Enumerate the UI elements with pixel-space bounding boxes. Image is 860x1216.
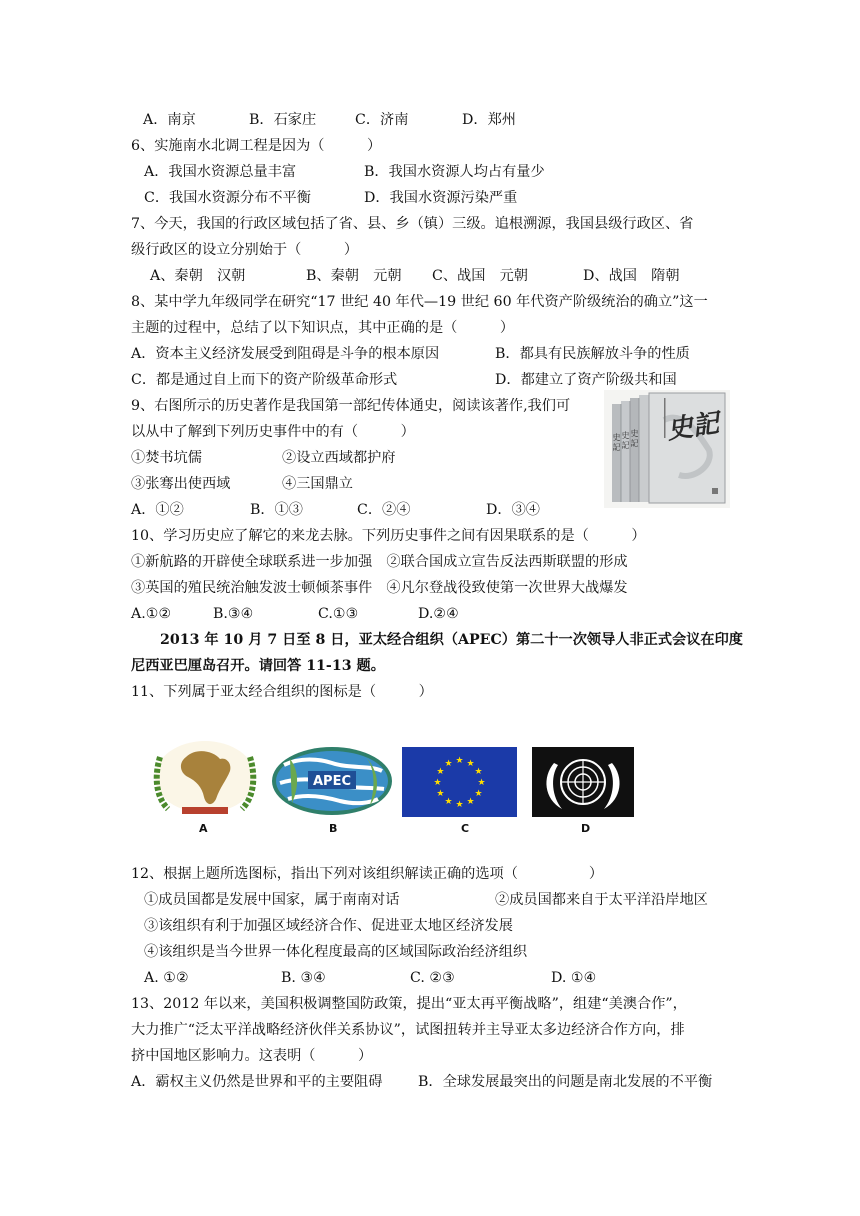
q12-option-a: A. ①② bbox=[144, 970, 189, 986]
eu-star-icon: ★ bbox=[444, 797, 453, 808]
q9-option-a: A．①② bbox=[131, 502, 184, 518]
eu-star-icon: ★ bbox=[455, 800, 464, 810]
eu-flag-logo bbox=[402, 747, 517, 817]
eu-star-icon: ★ bbox=[466, 797, 475, 808]
q7-stem-line2: 级行政区的设立分别始于（ ） bbox=[131, 242, 359, 258]
q6-stem: 6、实施南水北调工程是因为（ ） bbox=[131, 138, 382, 154]
q7-option-d: D、战国 隋朝 bbox=[583, 268, 680, 284]
q13-stem-line1: 13、2012 年以来，美国积极调整国防政策，提出“亚太再平衡战略”，组建“美澳合作”， bbox=[131, 996, 687, 1012]
eu-star-icon: ★ bbox=[455, 756, 464, 766]
q11-label-d: D bbox=[581, 822, 591, 835]
q10-option-d: D.②④ bbox=[418, 606, 459, 622]
svg-text:史: 史 bbox=[612, 433, 621, 442]
un-emblem-logo bbox=[532, 747, 634, 817]
q9-stem-line2: 以从中了解到下列历史事件中的有（ ） bbox=[131, 424, 415, 440]
q5-option-a: A．南京 bbox=[143, 112, 196, 128]
q12-item-4: ④该组织是当今世界一体化程度最高的区域国际政治经济组织 bbox=[144, 944, 528, 960]
q9-item-2: ②设立西域都护府 bbox=[282, 450, 396, 466]
q12-item-2: ②成员国都来自于太平洋沿岸地区 bbox=[495, 892, 708, 908]
q5-option-b: B．石家庄 bbox=[249, 112, 317, 128]
q13-stem-line2: 大力推广“泛太平洋战略经济伙伴关系协议”，试图扭转并主导亚太多边经济合作方向，排 bbox=[131, 1022, 685, 1038]
eu-star-icon: ★ bbox=[436, 789, 445, 799]
q9-item-4: ④三国鼎立 bbox=[282, 476, 353, 492]
q10-line1: ①新航路的开辟使全球联系进一步加强 ②联合国成立宣告反法西斯联盟的形成 bbox=[131, 554, 628, 570]
eu-star-icon: ★ bbox=[436, 767, 445, 777]
q9-option-b: B．①③ bbox=[250, 502, 303, 518]
q13-option-a: A．霸权主义仍然是世界和平的主要阻碍 bbox=[131, 1074, 383, 1090]
svg-text:史: 史 bbox=[621, 431, 630, 440]
q7-option-b: B、秦朝 元朝 bbox=[306, 268, 402, 284]
q6-option-b: B．我国水资源人均占有量少 bbox=[364, 164, 545, 180]
svg-text:記: 記 bbox=[630, 439, 639, 448]
q6-option-a: A．我国水资源总量丰富 bbox=[144, 164, 297, 180]
q10-line2: ③英国的殖民统治触发波士顿倾茶事件 ④凡尔登战役致使第一次世界大战爆发 bbox=[131, 580, 628, 596]
eu-star-icon: ★ bbox=[466, 758, 475, 769]
q9-item-3: ③张骞出使西域 bbox=[131, 476, 231, 492]
eu-star-icon: ★ bbox=[474, 767, 483, 777]
q13-option-b: B．全球发展最突出的问题是南北发展的不平衡 bbox=[418, 1074, 713, 1090]
q11-label-a: A bbox=[199, 822, 208, 835]
q10-stem: 10、学习历史应了解它的来龙去脉。下列历史事件之间有因果联系的是（ ） bbox=[131, 528, 646, 544]
q8-option-d: D．都建立了资产阶级共和国 bbox=[495, 372, 677, 388]
q10-option-c: C.①③ bbox=[318, 606, 359, 622]
q11-stem: 11、下列属于亚太经合组织的图标是（ ） bbox=[131, 684, 433, 700]
q8-stem-line2: 主题的过程中，总结了以下知识点，其中正确的是（ ） bbox=[131, 320, 515, 336]
eu-star-icon: ★ bbox=[474, 789, 483, 799]
q12-option-b: B. ③④ bbox=[281, 970, 326, 986]
q7-option-c: C、战国 元朝 bbox=[432, 268, 528, 284]
q13-stem-line3: 挤中国地区影响力。这表明（ ） bbox=[131, 1048, 373, 1064]
q6-option-d: D．我国水资源污染严重 bbox=[364, 190, 518, 206]
svg-text:史: 史 bbox=[630, 429, 639, 438]
q9-stem-line1: 9、右图所示的历史著作是我国第一部纪传体通史，阅读该著作,我们可 bbox=[131, 398, 571, 414]
q8-stem-line1: 8、某中学九年级同学在研究“17 世纪 40 年代—19 世纪 60 年代资产阶级统治的确立”这一 bbox=[131, 294, 708, 310]
q12-option-c: C. ②③ bbox=[410, 970, 455, 986]
book-cover-title: 史記 bbox=[665, 408, 721, 446]
q10-option-b: B.③④ bbox=[213, 606, 254, 622]
q11-label-b: B bbox=[329, 822, 338, 835]
q5-option-c: C．济南 bbox=[355, 112, 409, 128]
q11-label-c: C bbox=[461, 822, 470, 835]
q8-option-b: B．都具有民族解放斗争的性质 bbox=[495, 346, 690, 362]
african-union-logo bbox=[146, 737, 264, 819]
q12-item-1: ①成员国都是发展中国家，属于南南对话 bbox=[144, 892, 400, 908]
q9-option-c: C．②④ bbox=[357, 502, 411, 518]
apec-logo-text: APEC bbox=[312, 774, 352, 789]
q6-option-c: C．我国水资源分布不平衡 bbox=[144, 190, 311, 206]
q8-option-c: C．都是通过自上而下的资产阶级革命形式 bbox=[131, 372, 398, 388]
q12-item-3: ③该组织有利于加强区域经济合作、促进亚太地区经济发展 bbox=[144, 918, 513, 934]
q12-stem: 12、根据上题所选图标，指出下列对该组织解读正确的选项（ ） bbox=[131, 866, 604, 882]
q12-option-d: D. ①④ bbox=[551, 970, 597, 986]
q5-option-d: D．郑州 bbox=[462, 112, 516, 128]
q7-stem-line1: 7、今天，我国的行政区域包括了省、县、乡（镇）三级。追根溯源，我国县级行政区、省 bbox=[131, 216, 694, 232]
q9-item-1: ①焚书坑儒 bbox=[131, 450, 202, 466]
svg-text:記: 記 bbox=[621, 441, 630, 450]
intro-line2: 尼西亚巴厘岛召开。请回答 11-13 题。 bbox=[131, 658, 385, 674]
q7-option-a: A、秦朝 汉朝 bbox=[150, 268, 246, 284]
shiji-book-image bbox=[604, 390, 730, 508]
q10-option-a: A.①② bbox=[131, 606, 172, 622]
q8-option-a: A．资本主义经济发展受到阻碍是斗争的根本原因 bbox=[131, 346, 440, 362]
apec-logo bbox=[270, 745, 394, 817]
intro-line1: 2013 年 10 月 7 日至 8 日，亚太经合组织（APEC）第二十一次领导人非正式会议在印度 bbox=[160, 632, 743, 648]
eu-star-icon: ★ bbox=[433, 778, 442, 788]
q9-option-d: D．③④ bbox=[486, 502, 540, 518]
eu-star-icon: ★ bbox=[444, 758, 453, 769]
eu-star-icon: ★ bbox=[477, 778, 486, 788]
svg-text:記: 記 bbox=[612, 443, 621, 452]
